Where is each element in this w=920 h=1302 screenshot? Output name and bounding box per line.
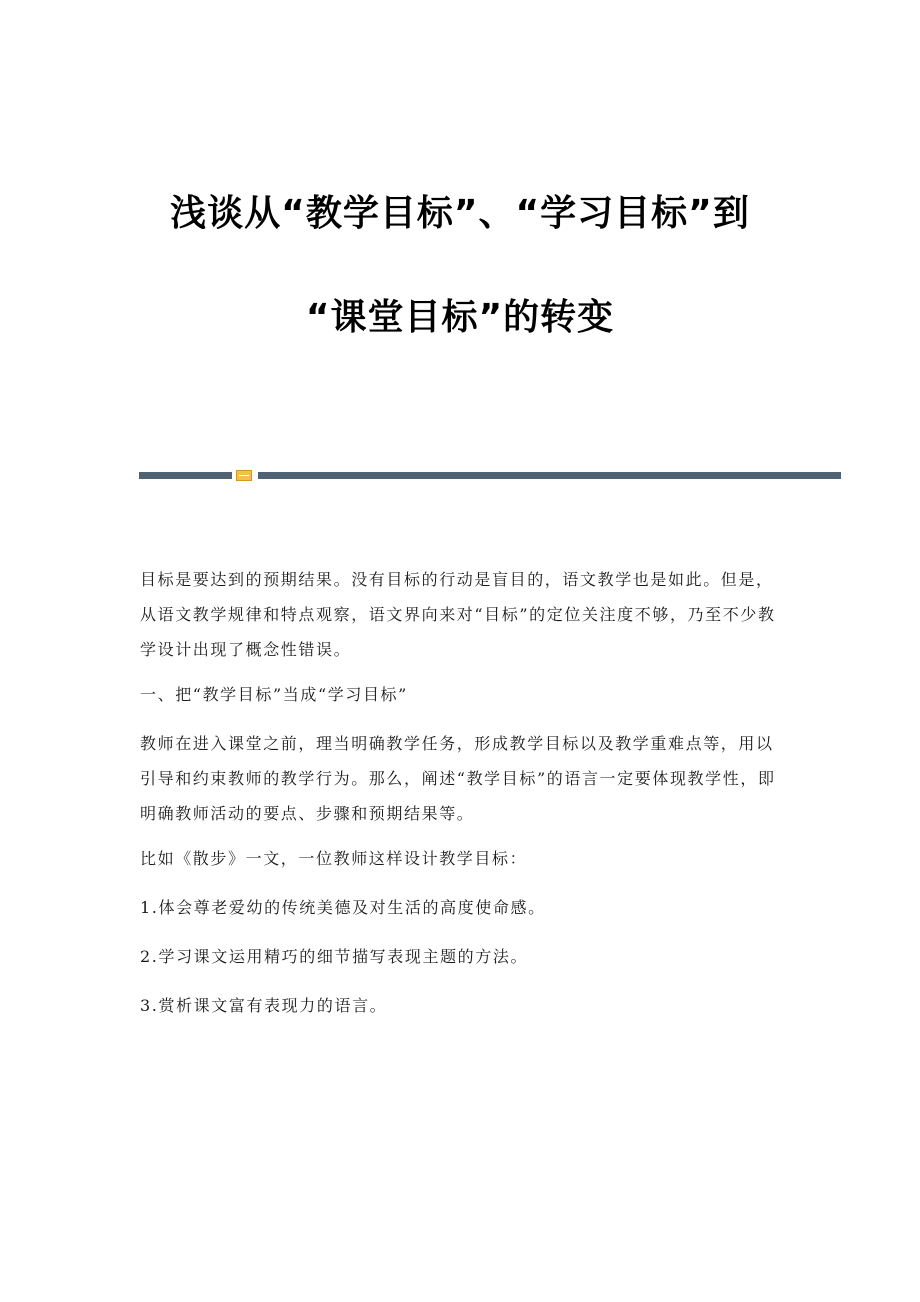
title-divider (139, 470, 841, 480)
divider-ornament-icon (236, 470, 252, 481)
paragraph-example: 比如《散步》一文，一位教师这样设计教学目标： (140, 849, 528, 868)
document-body (140, 562, 780, 1037)
list-item-goal-2: 2.学习课文运用精巧的细节描写表现主题的方法。 (140, 947, 529, 966)
title-line-2: “课堂目标”的转变 (305, 297, 615, 338)
document-title (0, 188, 920, 344)
section-heading-1: 一、把“教学目标”当成“学习目标” (140, 685, 408, 704)
divider-bar-left (139, 472, 232, 479)
paragraph-teaching-goal: 教师在进入课堂之前，理当明确教学任务，形成教学目标以及教学重难点等，用以引导和约束教师的教学行为。那么，阐述“教学目标”的语言一定要体现教学性，即明确教师活动的要点、步骤和预期结果等。 (140, 734, 776, 823)
list-item-goal-1: 1.体会尊老爱幼的传统美德及对生活的高度使命感。 (140, 898, 546, 917)
title-line-1: 浅谈从“教学目标”、“学习目标”到 (170, 193, 750, 234)
list-item-goal-3: 3.赏析课文富有表现力的语言。 (140, 996, 388, 1015)
divider-bar-right (258, 472, 841, 479)
paragraph-intro: 目标是要达到的预期结果。没有目标的行动是盲目的，语文教学也是如此。但是，从语文教学规律和特点观察，语文界向来对“目标”的定位关注度不够，乃至不少教学设计出现了概念性错误。 (140, 570, 776, 659)
